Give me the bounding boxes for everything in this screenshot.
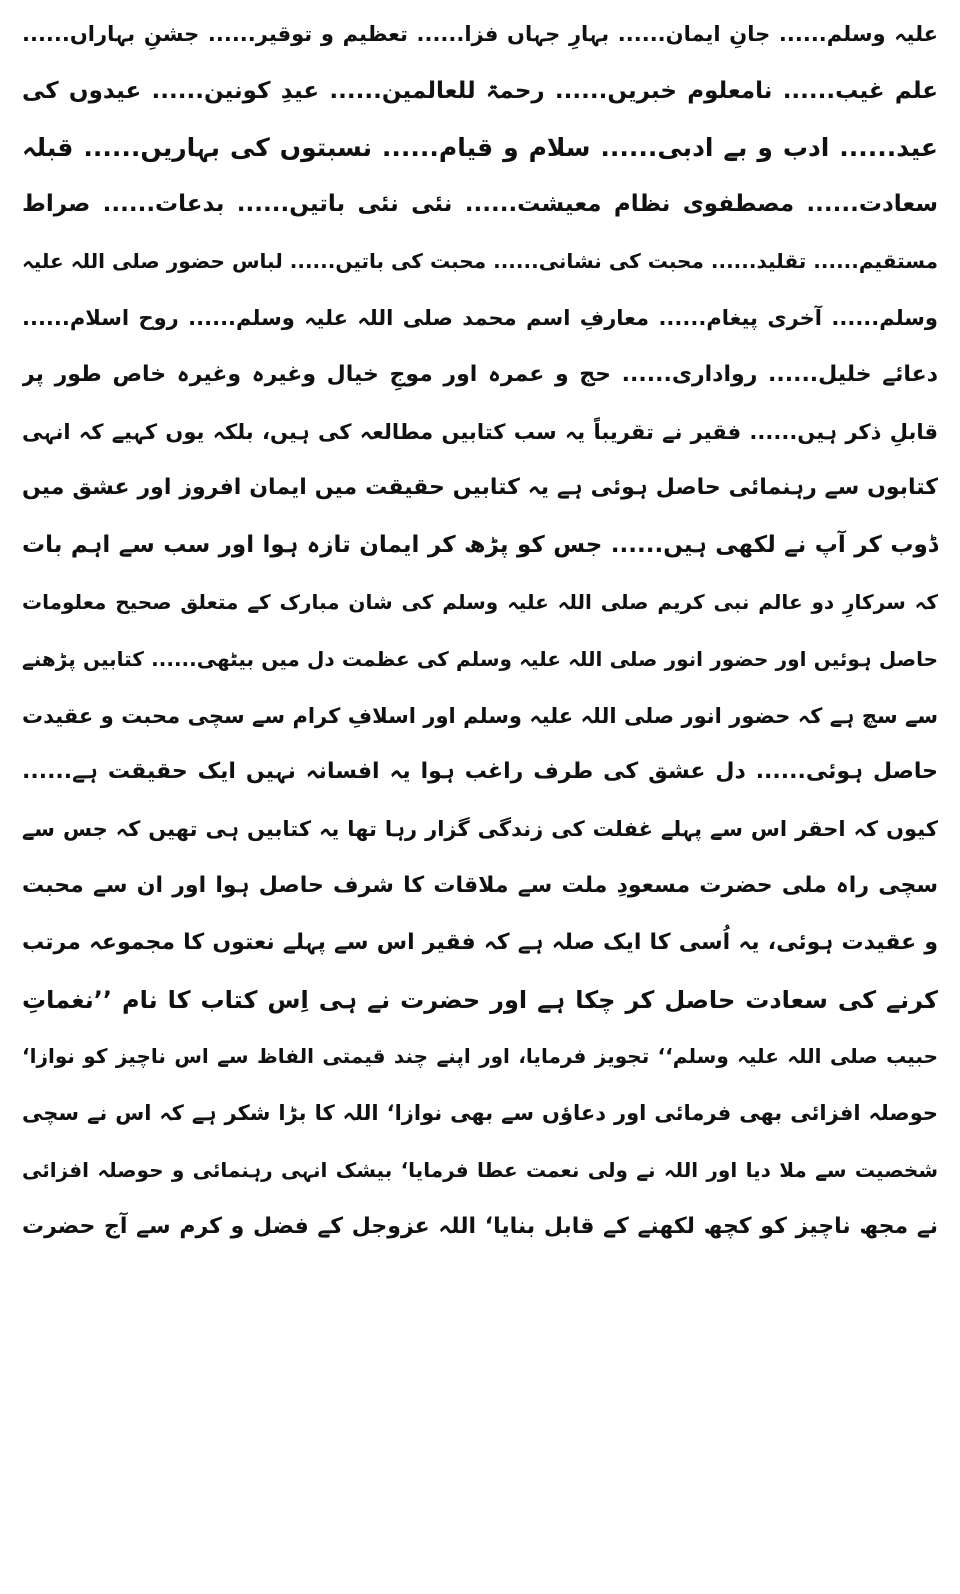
text-line: حاصل ہوئی...... دل عشق کی طرف راغب ہوا یہ افسانہ نہیں ایک حقیقت ہے...... xyxy=(22,759,938,785)
text-line: حاصل ہوئیں اور حضور انور صلی اللہ علیہ وسلم کی عظمت دل میں بیٹھی...... کتابیں پڑھنے xyxy=(22,646,938,671)
text-line: حبیب صلی اللہ علیہ وسلم‘‘ تجویز فرمایا، اور اپنے چند قیمتی الفاظ سے اس ناچیز کو نوازا‘ xyxy=(22,1044,938,1069)
text-line: دعائے خلیل...... رواداری...... حج و عمرہ اور موجِ خیال وغیرہ وغیرہ خاص طور پر xyxy=(22,361,938,387)
text-line: شخصیت سے ملا دیا اور اللہ نے ولی نعمت عطا فرمایا‘ بیشک انہی رہنمائی و حوصلہ افزائی xyxy=(22,1157,938,1182)
text-line: مستقیم...... تقلید...... محبت کی نشانی...... محبت کی باتیں...... لباس حضور صلی اللہ علیہ xyxy=(22,249,938,274)
text-line: قابلِ ذکر ہیں...... فقیر نے تقریباً یہ سب کتابیں مطالعہ کی ہیں، بلکہ یوں کہیے کہ انہی xyxy=(22,419,938,444)
text-line: وسلم...... آخری پیغام...... معارفِ اسم محمد صلی اللہ علیہ وسلم...... روح اسلام...... xyxy=(22,305,938,330)
text-line: علم غیب...... نامعلوم خبریں...... رحمۃ للعالمین...... عیدِ کونین...... عیدوں کی xyxy=(22,77,938,104)
text-line: عید...... ادب و بے ادبی...... سلام و قیام...... نسبتوں کی بہاریں...... قبلہ xyxy=(22,132,938,162)
text-line: حوصلہ افزائی بھی فرمائی اور دعاؤں سے بھی نوازا‘ اللہ کا بڑا شکر ہے کہ اس نے سچی xyxy=(22,1101,938,1126)
text-line: کیوں کہ احقر اس سے پہلے غفلت کی زندگی گزار رہا تھا یہ کتابیں ہی تھیں کہ جس سے xyxy=(22,817,938,842)
text-line: کرنے کی سعادت حاصل کر چکا ہے اور حضرت نے ہی اِس کتاب کا نام ’’نغماتِ xyxy=(22,985,938,1014)
text-line: ڈوب کر آپ نے لکھی ہیں...... جس کو پڑھ کر ایمان تازہ ہوا اور سب سے اہم بات xyxy=(22,532,938,559)
text-line: کہ سرکارِ دو عالم نبی کریم صلی اللہ علیہ وسلم کی شان مبارک کے متعلق صحیح معلومات xyxy=(22,589,938,614)
text-line: سعادت...... مصطفوی نظام معیشت...... نئی نئی باتیں...... بدعات...... صراط xyxy=(22,191,938,218)
text-line: سچی راہ ملی حضرت مسعودِ ملت سے ملاقات کا شرف حاصل ہوا اور ان سے محبت xyxy=(22,872,938,898)
text-line: سے سچ ہے کہ حضور انور صلی اللہ علیہ وسلم اور اسلافِ کرام سے سچی محبت و عقیدت xyxy=(22,703,938,728)
text-line: و عقیدت ہوئی، یہ اُسی کا ایک صلہ ہے کہ فقیر اس سے پہلے نعتوں کا مجموعہ مرتب xyxy=(22,929,938,955)
text-line: نے مجھ ناچیز کو کچھ لکھنے کے قابل بنایا‘ اللہ عزوجل کے فضل و کرم سے آج حضرت xyxy=(22,1213,938,1239)
body-text xyxy=(22,6,938,1256)
text-line: علیہ وسلم...... جانِ ایمان...... بہارِ جہاں فزا...... تعظیم و توقیر...... جشنِ بہاراں...... xyxy=(22,22,938,46)
text-line: کتابوں سے رہنمائی حاصل ہوئی ہے یہ کتابیں حقیقت میں ایمان افروز اور عشق میں xyxy=(22,475,938,501)
